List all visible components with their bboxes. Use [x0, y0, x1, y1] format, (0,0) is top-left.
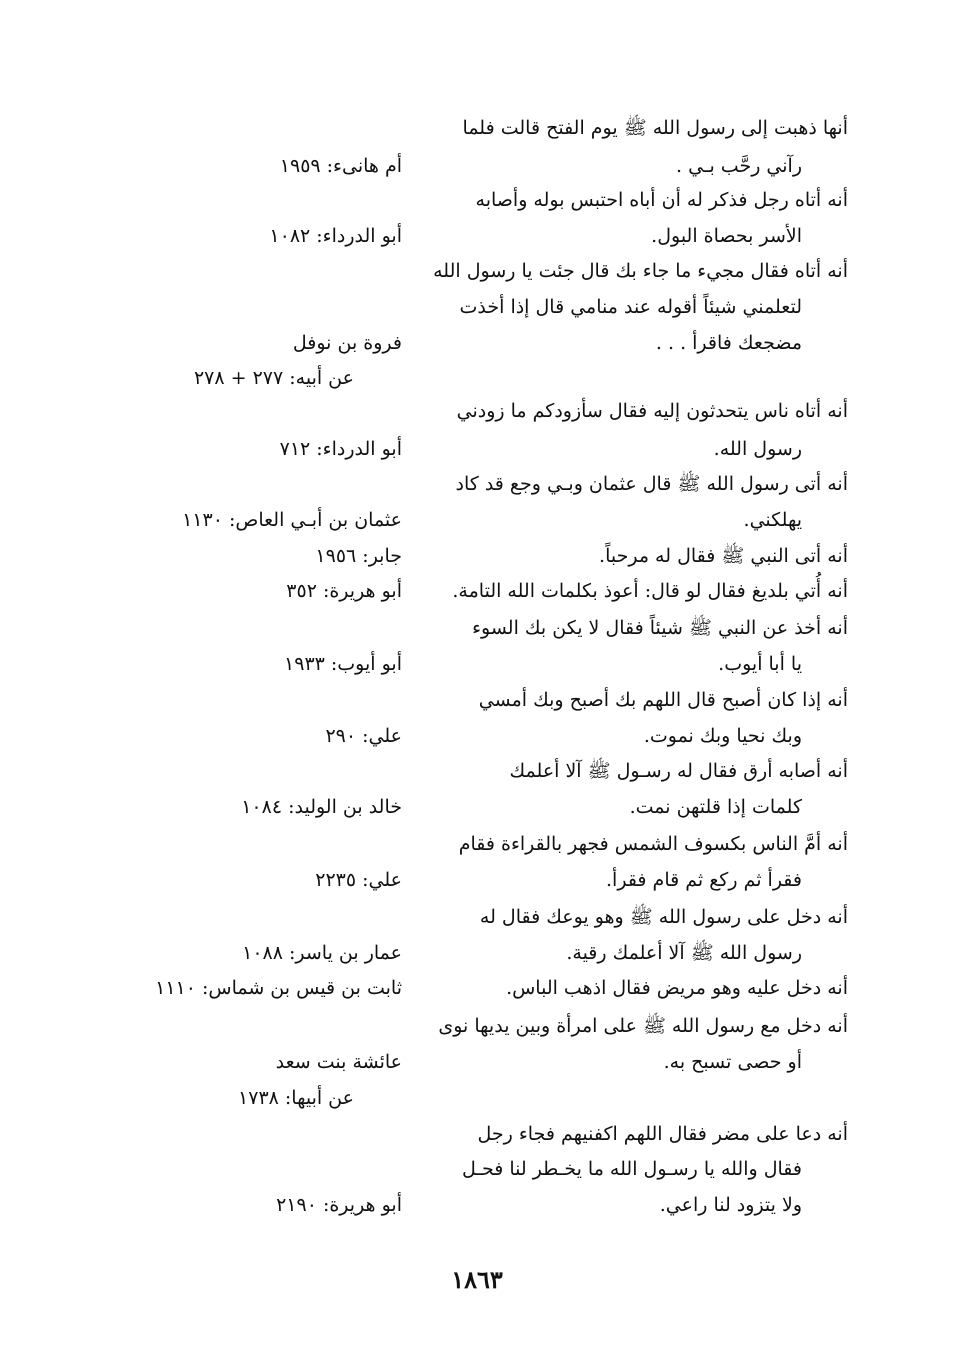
- entry-text: رسول الله.: [713, 438, 802, 460]
- entry-text: أنه أتاه فقال مجيء ما جاء بك قال جئت يا رسول الله: [433, 260, 848, 282]
- entry-source: خالد بن الوليد: ١٠٨٤: [241, 796, 402, 818]
- entry-source: علي: ٢٢٣٥: [315, 869, 402, 891]
- entry-source: أبو هريرة: ٣٥٢: [286, 580, 402, 602]
- entry-source: أبو الدرداء: ٧١٢: [279, 438, 402, 460]
- entry-text: وبك نحيا وبك نموت.: [643, 725, 802, 747]
- entry-source: عمار بن ياسر: ١٠٨٨: [242, 942, 402, 964]
- entry-source: عن أبيها: ١٧٣٨: [238, 1087, 354, 1109]
- entry-source: أبو هريرة: ٢١٩٠: [276, 1194, 402, 1216]
- entry-source: جابر: ١٩٥٦: [315, 545, 402, 567]
- entry-source: علي: ٢٩٠: [325, 725, 402, 747]
- entry-text: فقرأ ثم ركع ثم قام فقرأ.: [606, 869, 802, 891]
- entry-text: الأسر بحصاة البول.: [651, 225, 802, 247]
- entry-text: أنه أمَّ الناس بكسوف الشمس فجهر بالقراءة فقام: [458, 833, 848, 855]
- entry-text: أنه إذا كان أصبح قال اللهم بك أصبح وبك أمسي: [478, 689, 848, 711]
- entry-source: ثابت بن قيس بن شماس: ١١١٠: [155, 977, 402, 999]
- entry-text: أنه دخل مع رسول الله ﷺ على امرأة وبين يديها نوى: [438, 1015, 848, 1037]
- entry-source: عائشة بنت سعد: [275, 1051, 402, 1073]
- entry-text: مضجعك فاقرأ . . .: [655, 332, 802, 354]
- entry-text: يهلكني.: [743, 509, 802, 531]
- entry-text: أنه أصابه أرق فقال له رسـول ﷺ آلا أعلمك: [509, 760, 848, 782]
- entry-source: أم هانىء: ١٩٥٩: [279, 155, 402, 177]
- entry-text: أنه أتاه ناس يتحدثون إليه فقال سأزودكم ما زودني: [456, 400, 848, 422]
- entry-text: أنه دخل على رسول الله ﷺ وهو يوعك فقال له: [479, 906, 848, 928]
- entry-text: أنه دعا على مضر فقال اللهم اكفنيهم فجاء رجل: [477, 1123, 848, 1145]
- entry-text: كلمات إذا قلتهن نمت.: [629, 796, 802, 818]
- entry-text: يا أبا أيوب.: [718, 653, 802, 675]
- entry-text: أنه أتى رسول الله ﷺ قال عثمان وبـي وجع قد كاد: [455, 473, 848, 495]
- entry-text: رسول الله ﷺ آلا أعلمك رقية.: [566, 942, 802, 964]
- entry-source: أبو الدرداء: ١٠٨٢: [269, 225, 402, 247]
- entry-text: أنها ذهبت إلى رسول الله ﷺ يوم الفتح قالت فلما: [462, 117, 848, 139]
- entry-text: أنه أخذ عن النبي ﷺ شيئاً فقال لا يكن بك السوء: [472, 617, 848, 639]
- entry-text: لتعلمني شيئاً أقوله عند منامي قال إذا أخذت: [459, 296, 802, 318]
- entry-text: فقال والله يا رسـول الله ما يخـطر لنا فحـل: [462, 1158, 802, 1180]
- entry-source: عثمان بن أبـي العاص: ١١٣٠: [182, 509, 402, 531]
- entry-text: أنه دخل عليه وهو مريض فقال اذهب الباس.: [506, 977, 848, 999]
- entry-text: أو حصى تسبح به.: [663, 1051, 802, 1073]
- entry-source: فروة بن نوفل: [292, 332, 402, 354]
- entry-text: رآني رحَّب بـي .: [675, 155, 802, 177]
- entry-source: أبو أيوب: ١٩٣٣: [284, 653, 402, 675]
- entry-text: أنه أُتي بلديغ فقال لو قال: أعوذ بكلمات الله التامة.: [452, 580, 848, 602]
- entry-text: أنه أتى النبي ﷺ فقال له مرحباً.: [599, 545, 848, 567]
- entry-text: ولا يتزود لنا راعي.: [659, 1194, 802, 1216]
- entry-text: أنه أتاه رجل فذكر له أن أباه احتبس بوله وأصابه: [475, 189, 848, 211]
- entry-source: عن أبيه: ٢٧٧ + ٢٧٨: [193, 367, 354, 389]
- page-number: ١٨٦٣: [451, 1265, 503, 1294]
